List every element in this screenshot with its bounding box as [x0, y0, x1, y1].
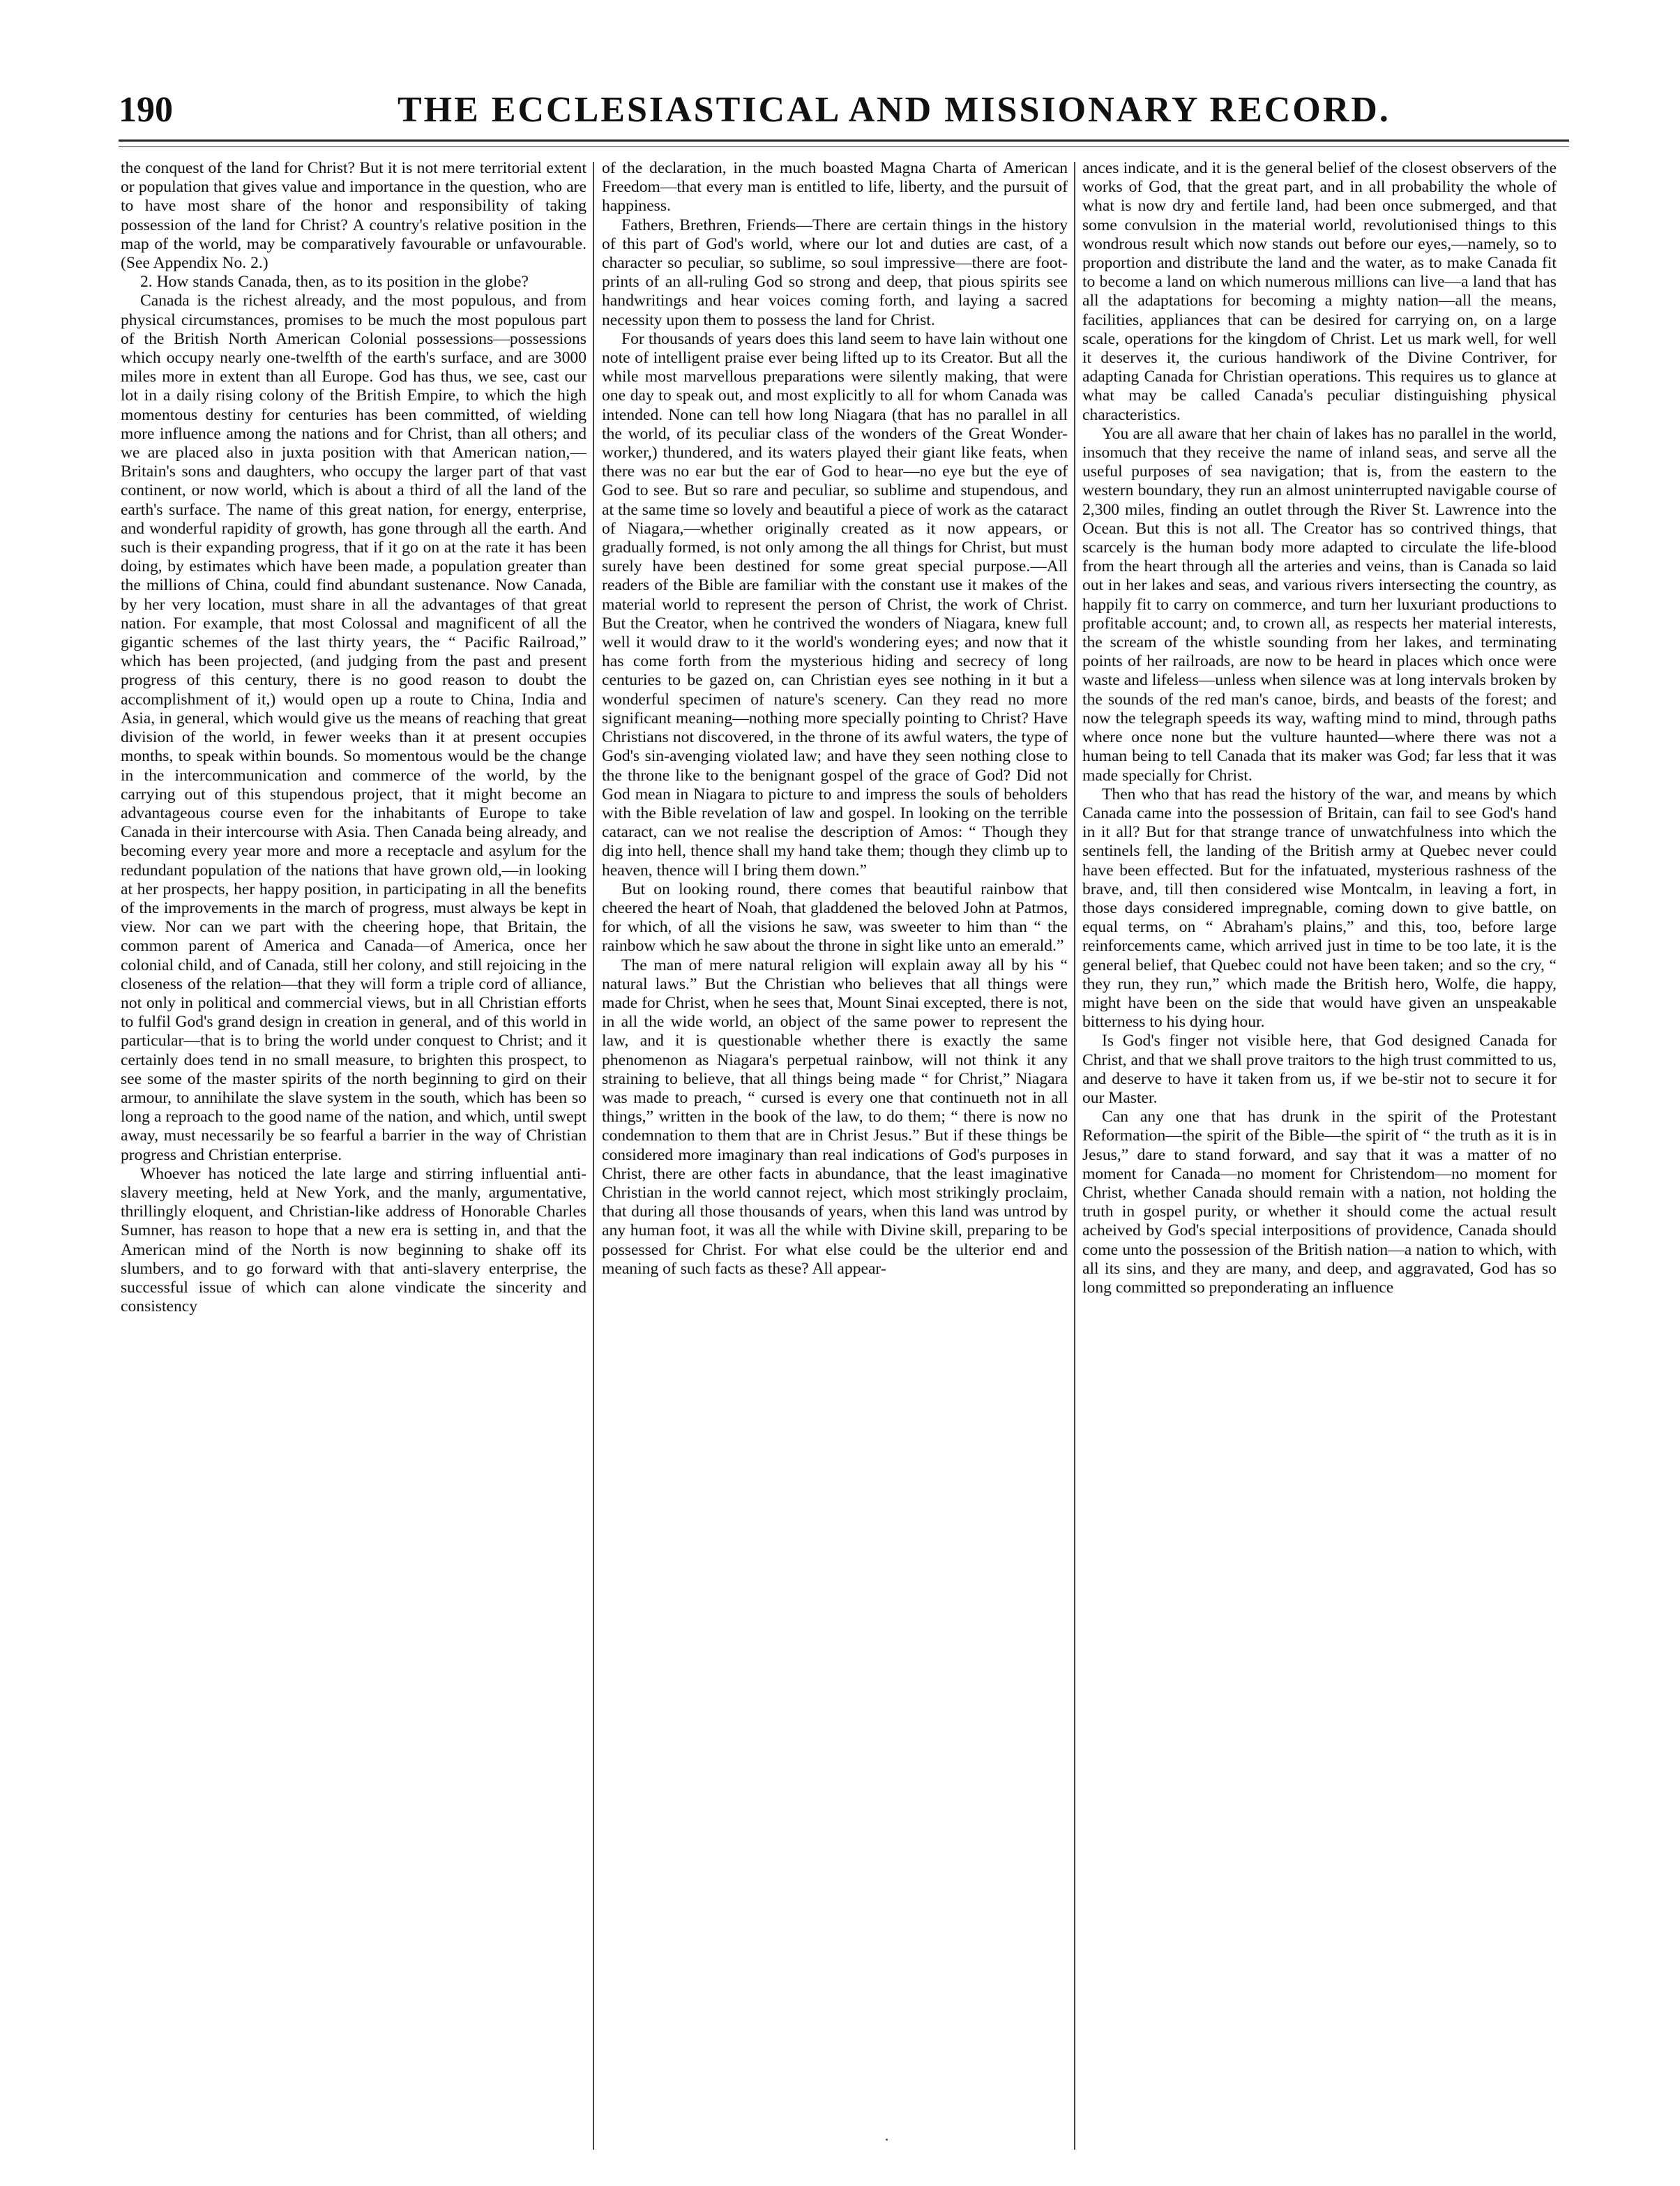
paragraph: the conquest of the land for Christ? But it is not mere territorial extent or population that gives value and importance in the question, who are to have most share of the honor and responsibility of taking possession of the land for Christ? A country's relative position in the map of the world, may be comparatively favourable or unfavourable. (See Appendix No. 2.) — [121, 159, 587, 273]
header-rule-thick — [119, 140, 1569, 142]
paragraph: Is God's finger not visible here, that God designed Canada for Christ, and that we shall prove traitors to the high trust committed to us, and deserve to have it taken from us, if we be-stir not to secure it for our Master. — [1082, 1032, 1557, 1107]
page-number: 190 — [119, 90, 173, 130]
paragraph: Whoever has noticed the late large and stirring influential anti-slavery meeting, held at New York, and the manly, argumentative, thrillingly eloquent, and Christian-like address of Honorable Charles Sumner, has reason to hope that a new era is setting in, and that the American mind of the North is now beginning to shake off its slumbers, and to go forward with that anti-slavery enterprise, the successful issue of which can alone vindicate the sincerity and consistency — [121, 1164, 587, 1316]
paragraph: ances indicate, and it is the general belief of the closest observers of the works of God, that the great part, and in all probability the whole of what is now dry and fertile land, had been once submerged, and that some convulsion in the material world, revolutionised things to this wondrous result which now stands out before our eyes,—namely, so to proportion and distribute the land and the water, as to make Canada fit to become a land on which numerous millions can live—a land that has all the adaptations for becoming a mighty nation—all the means, facilities, appliances that can be desired for carrying on, on a large scale, operations for the kingdom of Christ. Let us mark well, for well it deserves it, the curious handiwork of the Divine Contriver, for adapting Canada for Christian operations. This requires us to glance at what may be called Canada's peculiar distinguishing physical characteristics. — [1082, 159, 1557, 424]
paragraph: Then who that has read the history of the war, and means by which Canada came into the possession of Britain, can fail to see God's hand in it all? But for that strange trance of unwatchfulness into which the sentinels fell, the landing of the British army at Quebec never could have been effected. But for the infatuated, mysterious rashness of the brave, and, till then considered wise Montcalm, in leaving a fort, in those days considered impregnable, coming down to give battle, on equal terms, on “ Abraham's plains,” and this, too, before large reinforcements came, which arrived just in time to be too late, it is the general belief, that Quebec could not have been taken; and so the cry, “ they run, they run,” which made the British hero, Wolfe, die happy, might have been on the side that would have given an unspeakable bitterness to his dying hour. — [1082, 785, 1557, 1032]
paragraph: 2. How stands Canada, then, as to its position in the globe? — [140, 273, 529, 292]
paragraph: Fathers, Brethren, Friends—There are certain things in the history of this part of God's world, where our lot and duties are cast, of a character so peculiar, so sublime, so soul impressive—there are foot-prints of an all-ruling God so strong and deep, that pious spirits see handwritings and hear voices coming forth, and laying a sacred necessity upon them to possess the land for Christ. — [602, 216, 1068, 329]
paragraph: of the declaration, in the much boasted Magna Charta of American Freedom—that every man is entitled to life, liberty, and the pursuit of happiness. — [602, 159, 1068, 216]
header-rule-thin — [119, 146, 1569, 147]
paragraph: For thousands of years does this land seem to have lain without one note of intelligent praise ever being lifted up to its Creator. But all the while most marvellous preparations were silently making, that were one day to speak out, and most explicitly to all for whom Canada was intended. None can tell how long Niagara (that has no parallel in all the world, of its peculiar class of the wonders of the Great Wonder-worker,) thundered, and its waters played their giant like feats, when there was no ear but the ear of God to hear—no eye but the eye of God to see. But so rare and peculiar, so sublime and stupendous, and at the same time so lovely and beautiful a piece of work as the cataract of Niagara,—whether originally created as it now appears, or gradually formed, is not only among the all things for Christ, but must surely have been destined for some great special purpose.—All readers of the Bible are familiar with the constant use it makes of the material world to represent the person of Christ, the work of Christ. But the Creator, when he contrived the wonders of Niagara, knew full well it would draw to it the world's wondering eyes; and now that it has come forth from the mysterious hiding and secrecy of long centuries to be gazed on, can Christian eyes see nothing in it but a wonderful specimen of nature's scenery. Can they read no more significant meaning—nothing more specially pointing to Christ? Have Christians not discovered, in the throne of its awful waters, the type of God's sin-avenging violated law; and have they seen nothing close to the throne like to the benignant gospel of the grace of God? Did not God mean in Niagara to picture to and impress the souls of beholders with the Bible revelation of law and gospel. In looking on the terrible cataract, can we not realise the description of Amos: “ Though they dig into hell, thence shall my hand take them; though they climb up to heaven, thence will I bring them down.” — [602, 329, 1068, 880]
paragraph: But on looking round, there comes that beautiful rainbow that cheered the heart of Noah, that gladdened the beloved John at Patmos, for which, of all the visions he saw, was sweeter to him than “ the rainbow which he saw about the throne in sight like unto an emerald.” — [602, 880, 1068, 956]
print-speck — [886, 2139, 888, 2141]
text-column-2 — [602, 159, 1068, 2161]
paragraph: The man of mere natural religion will explain away all by his “ natural laws.” But the Christian who believes that all things were made for Christ, when he sees that, Mount Sinai excepted, there is not, in all the wide world, an object of the same power to represent the law, and it is questionable whether there is exactly the same phenomenon as Niagara's perpetual rainbow, will not think it any straining to believe, that all things being made “ for Christ,” Niagara was made to preach, “ cursed is every one that continueth not in all things,” written in the book of the law, to do them; “ there is now no condemnation to them that are in Christ Jesus.” But if these things be considered more imaginary than real indications of God's purposes in Christ, there are other facts in abundance, that the least imaginative Christian in the world cannot reject, which most strikingly proclaim, that during all those thousands of years, when this land was untrod by any human foot, it was all the while with Divine skill, preparing to be possessed for Christ. For what else could be the ulterior end and meaning of such facts as these? All appear- — [602, 956, 1068, 1278]
paragraph: Canada is the richest already, and the most populous, and from physical circumstances, promises to be much the most populous part of the British North American Colonial possessions—possessions which occupy nearly one-twelfth of the earth's surface, and are 3000 miles more in extent than all Europe. God has thus, we see, cast our lot in a daily rising colony of the British Empire, to which the high momentous destiny for centuries has been committed, of wielding more influence among the nations and for Christ, than all others; and we are placed also in juxta position with that American nation,—Britain's sons and daughters, who occupy the larger part of that vast continent, or now world, which is about a third of all the land of the earth's surface. The name of this great nation, for energy, enterprise, and wonderful rapidity of growth, has gone through all the earth. And such is their expanding progress, that if it go on at the rate it has been doing, by estimates which have been made, a population greater than the millions of China, could find abundant sustenance. Now Canada, by her very location, must share in all the advantages of that great nation. For example, that most Colossal and magnificent of all the gigantic schemes of the last thirty years, the “ Pacific Railroad,” which has been projected, (and judging from the past and present progress of this century, there is no good reason to doubt the accomplishment of it,) would open up a route to China, India and Asia, in general, which would give us the means of reaching that great division of the world, in fewer weeks than it at present occupies months, to speak within bounds. So momentous would be the change in the intercommunication and commerce of the world, by the carrying out of this stupendous project, that it might become an advantageous course even for the inhabitants of Europe to take Canada in their intercourse with Asia. Then Canada being already, and becoming every year more and more a receptacle and asylum for the redundant population of the nations that have grown old,—in looking at her prospects, her happy position, in participating in all the benefits of the improvements in the march of progress, must always be kept in view. Nor can we part with the cheering hope, that Britain, the common parent of America and Canada—of America, once her colonial child, and of Canada, still her colony, and still rejoicing in the closeness of the relation—that they will form a triple cord of alliance, not only in political and commercial views, but in all Christian efforts to fulfil God's grand design in creation in general, and of this world in particular—that is to bring the world under conquest to Christ; and it certainly does tend in no small measure, to brighten this prospect, to see some of the master spirits of the north beginning to gird on their armour, to annihilate the slave system in the south, which has been so long a reproach to the good name of the nation, and which, until swept away, must necessarily be so fearful a barrier in the way of Christian progress and Christian enterprise. — [121, 292, 587, 1164]
column-divider — [593, 162, 594, 2150]
paragraph: Can any one that has drunk in the spirit of the Protestant Reformation—the spirit of the Bible—the spirit of “ the truth as it is in Jesus,” dare to stand forward, and say that it was a matter of no moment for Canada—no moment for Christendom—no moment for Christ, whether Canada should remain with a nation, not holding the truth in gospel purity, or whether it should come the actual result acheived by God's special interpositions of providence, Canada should come unto the possession of the British nation—a nation to which, with all its sins, and they are many, and deep, and aggravated, God has so long committed so preponderating an influence — [1082, 1108, 1557, 1297]
paragraph: You are all aware that her chain of lakes has no parallel in the world, insomuch that they receive the name of inland seas, and serve all the useful purposes of sea navigation; that is, from the eastern to the western boundary, they run an almost uninterrupted navigable course of 2,300 miles, finding an outlet through the River St. Lawrence into the Ocean. But this is not all. The Creator has so contrived things, that scarcely is the human body more adapted to circulate the life-blood from the heart through all the arteries and veins, than is Canada so laid out in her lakes and seas, and various rivers intersecting the country, as happily fit to carry on commerce, and turn her luxuriant productions to profitable account; and, to crown all, as respects her material interests, the scream of the whistle sounding from her lakes, and terminating points of her railroads, are now to be heard in places which once were waste and lifeless—unless when silence was at long intervals broken by the sounds of the red man's canoe, birds, and beasts of the forest; and now the telegraph speeds its way, wafting mind to mind, through paths where once none but the vulture haunted—where there was not a human being to tell Canada that its maker was God; far less that it was made specially for Christ. — [1082, 424, 1557, 785]
column-divider — [1074, 162, 1075, 2150]
page-header — [119, 82, 1569, 138]
text-column-1 — [121, 159, 587, 2161]
running-title: THE ECCLESIASTICAL AND MISSIONARY RECORD. — [398, 90, 1391, 130]
text-column-3 — [1082, 159, 1557, 2161]
